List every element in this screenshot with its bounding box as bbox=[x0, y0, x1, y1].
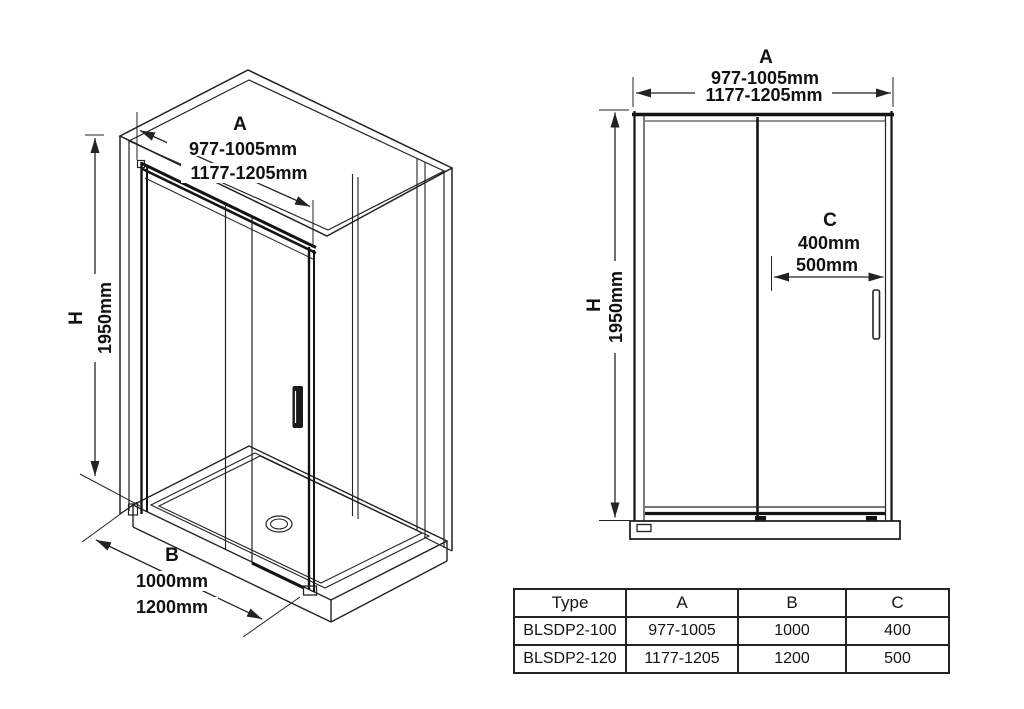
spec-table-header-c: C bbox=[846, 589, 949, 617]
front-dim-h-value: 1950mm bbox=[606, 270, 626, 344]
spec-table-row bbox=[514, 617, 949, 645]
spec-cell-b: 1200 bbox=[738, 645, 846, 673]
door-handle-front bbox=[873, 290, 880, 339]
spec-table-header-a: A bbox=[626, 589, 738, 617]
shower-tray bbox=[133, 446, 447, 622]
front-dim-c-value2: 500mm bbox=[795, 255, 859, 275]
front-dim-c-label: C bbox=[823, 210, 837, 231]
iso-dim-b-value2: 1200mm bbox=[135, 597, 209, 617]
front-dim-a-value2: 1177-1205mm bbox=[705, 85, 823, 105]
iso-dim-a-value1: 977-1005mm bbox=[188, 139, 298, 159]
iso-dim-b-label: B bbox=[165, 545, 179, 566]
spec-cell-a: 977-1005 bbox=[626, 617, 738, 645]
front-view bbox=[584, 47, 900, 539]
iso-dim-h-label: H bbox=[66, 311, 87, 325]
spec-table-header-row bbox=[514, 589, 949, 617]
spec-cell-b: 1000 bbox=[738, 617, 846, 645]
front-dim-a-label: A bbox=[759, 47, 773, 68]
iso-dim-a-value2: 1177-1205mm bbox=[190, 163, 308, 183]
front-dimension-lines bbox=[599, 77, 893, 521]
spec-table-header-b: B bbox=[738, 589, 846, 617]
spec-table bbox=[513, 588, 950, 674]
iso-dim-a-label: A bbox=[233, 114, 247, 135]
door-frame-front bbox=[632, 111, 894, 522]
threshold-front bbox=[630, 521, 900, 539]
spec-cell-type: BLSDP2-120 bbox=[514, 645, 626, 673]
front-dim-h-label: H bbox=[584, 298, 605, 312]
front-dim-c-value1: 400mm bbox=[797, 233, 861, 253]
spec-table-header-type: Type bbox=[514, 589, 626, 617]
front-dimension-labels bbox=[584, 47, 860, 343]
iso-dim-h-value: 1950mm bbox=[95, 281, 115, 355]
spec-table-row bbox=[514, 645, 949, 673]
iso-view bbox=[66, 70, 452, 637]
spec-cell-type: BLSDP2-100 bbox=[514, 617, 626, 645]
door-handle-iso bbox=[293, 386, 304, 428]
drain bbox=[266, 516, 292, 532]
spec-cell-a: 1177-1205 bbox=[626, 645, 738, 673]
front-dim-a-value1: 977-1005mm bbox=[710, 68, 820, 88]
iso-dim-b-value1: 1000mm bbox=[135, 571, 209, 591]
spec-cell-c: 400 bbox=[846, 617, 949, 645]
spec-cell-c: 500 bbox=[846, 645, 949, 673]
